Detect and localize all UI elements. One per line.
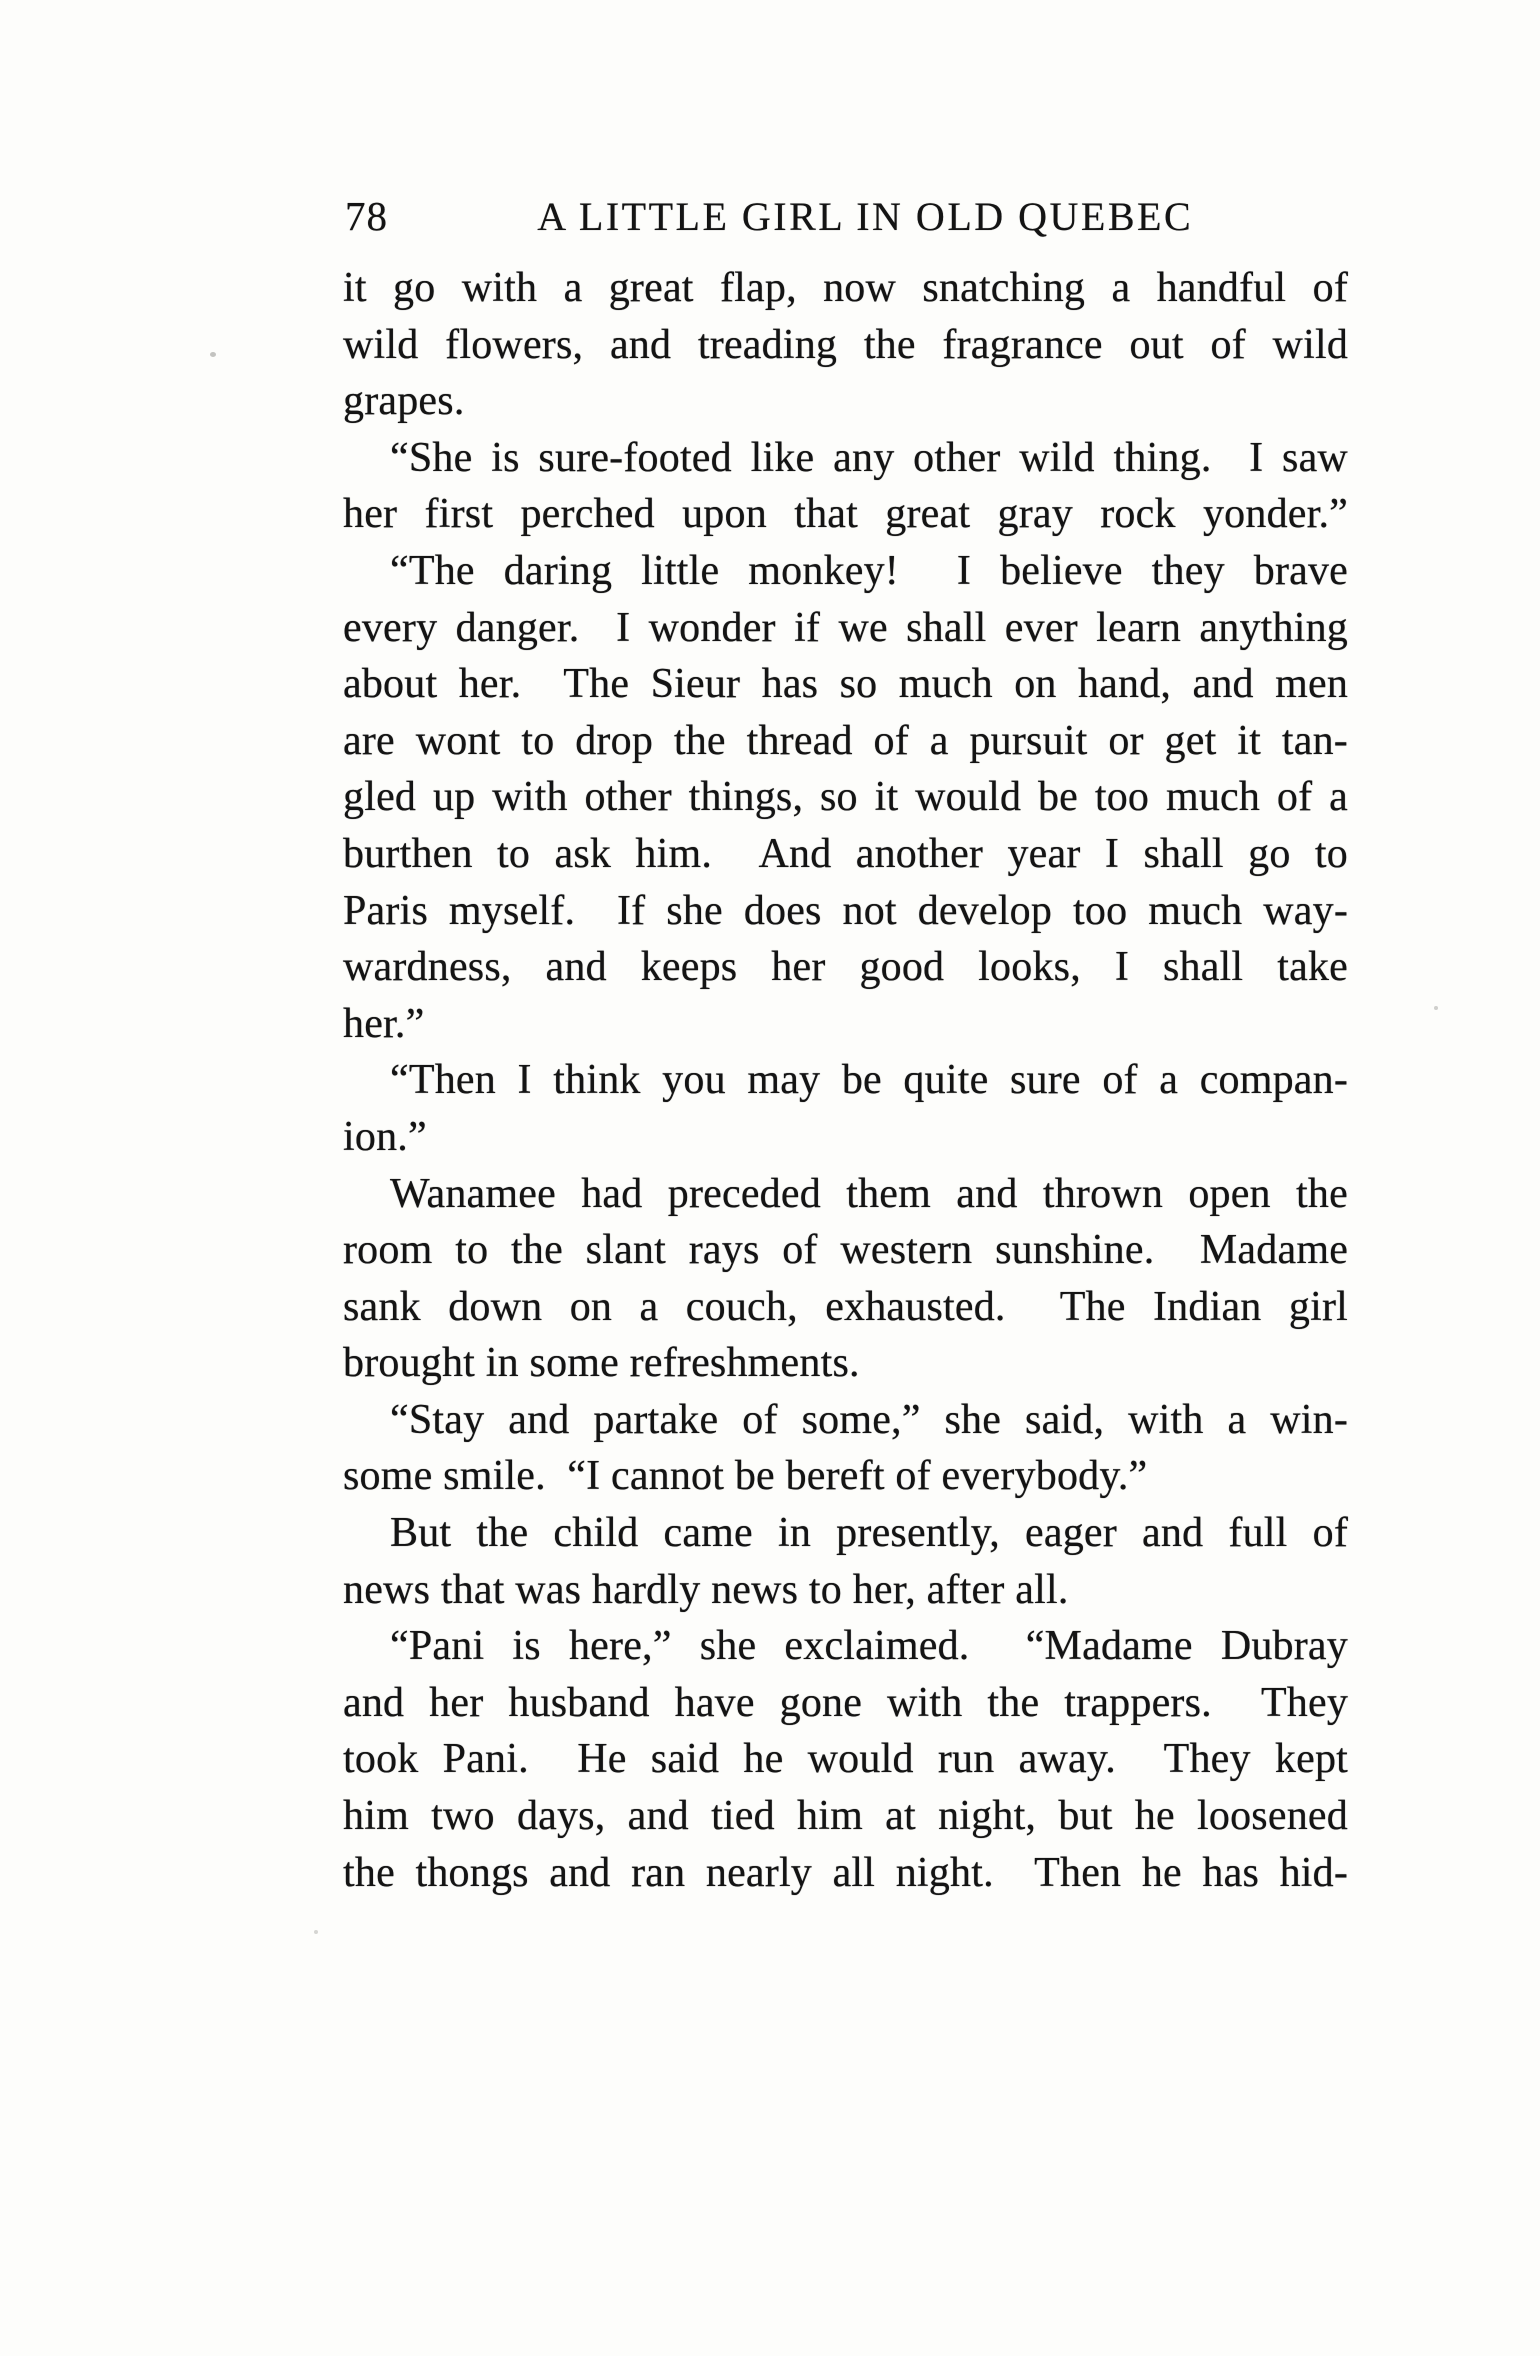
text-line: took Pani. He said he would run away. They kept bbox=[343, 1736, 1349, 1783]
running-header bbox=[343, 192, 1348, 240]
header-title: A LITTLE GIRL IN OLD QUEBEC bbox=[537, 194, 1194, 239]
text-line: her.” bbox=[343, 1000, 425, 1047]
text-line: her first perched upon that great gray rock yonder.” bbox=[343, 491, 1349, 538]
text-line: ion.” bbox=[343, 1113, 427, 1160]
text-line: grapes. bbox=[343, 378, 465, 425]
text-line: brought in some refreshments. bbox=[343, 1340, 860, 1387]
text-line: sank down on a couch, exhausted. The Indian girl bbox=[343, 1283, 1349, 1330]
scan-speck bbox=[210, 352, 216, 357]
text-line: room to the slant rays of western sunshine. Madame bbox=[343, 1227, 1349, 1274]
text-line: the thongs and ran nearly all night. Then he has hid- bbox=[343, 1849, 1349, 1896]
page-number: 78 bbox=[345, 193, 388, 239]
text-block bbox=[343, 260, 1348, 1901]
text-line: Wanamee had preceded them and thrown open the bbox=[390, 1170, 1348, 1217]
scan-speck bbox=[314, 1930, 318, 1934]
text-line: “Pani is here,” she exclaimed. “Madame Dubray bbox=[390, 1623, 1348, 1670]
text-line: “Stay and partake of some,” she said, with a win- bbox=[390, 1396, 1349, 1443]
text-line: But the child came in presently, eager and full of bbox=[390, 1510, 1349, 1557]
text-line: “Then I think you may be quite sure of a compan- bbox=[390, 1057, 1349, 1104]
text-line: about her. The Sieur has so much on hand, and men bbox=[343, 661, 1349, 708]
text-line: every danger. I wonder if we shall ever learn anything bbox=[343, 604, 1349, 651]
text-line: are wont to drop the thread of a pursuit or get it tan- bbox=[343, 717, 1348, 764]
text-line: some smile. “I cannot be bereft of everybody.” bbox=[343, 1453, 1148, 1500]
text-line: wardness, and keeps her good looks, I shall take bbox=[343, 944, 1348, 991]
text-line: him two days, and tied him at night, but he loosened bbox=[343, 1793, 1348, 1840]
text-line: wild flowers, and treading the fragrance out of wild bbox=[343, 321, 1349, 368]
text-line: “The daring little monkey! I believe they brave bbox=[390, 547, 1349, 594]
text-line: “She is sure-footed like any other wild thing. I saw bbox=[390, 434, 1348, 481]
text-line: it go with a great flap, now snatching a handful of bbox=[343, 265, 1349, 311]
scan-speck bbox=[1434, 1006, 1438, 1010]
text-line: burthen to ask him. And another year I shall go to bbox=[343, 830, 1348, 877]
text-line: Paris myself. If she does not develop too much way- bbox=[343, 887, 1349, 934]
text-line: gled up with other things, so it would be too much of a bbox=[343, 774, 1348, 821]
text-line: news that was hardly news to her, after all. bbox=[343, 1566, 1069, 1613]
text-line: and her husband have gone with the trappers. They bbox=[343, 1679, 1349, 1726]
